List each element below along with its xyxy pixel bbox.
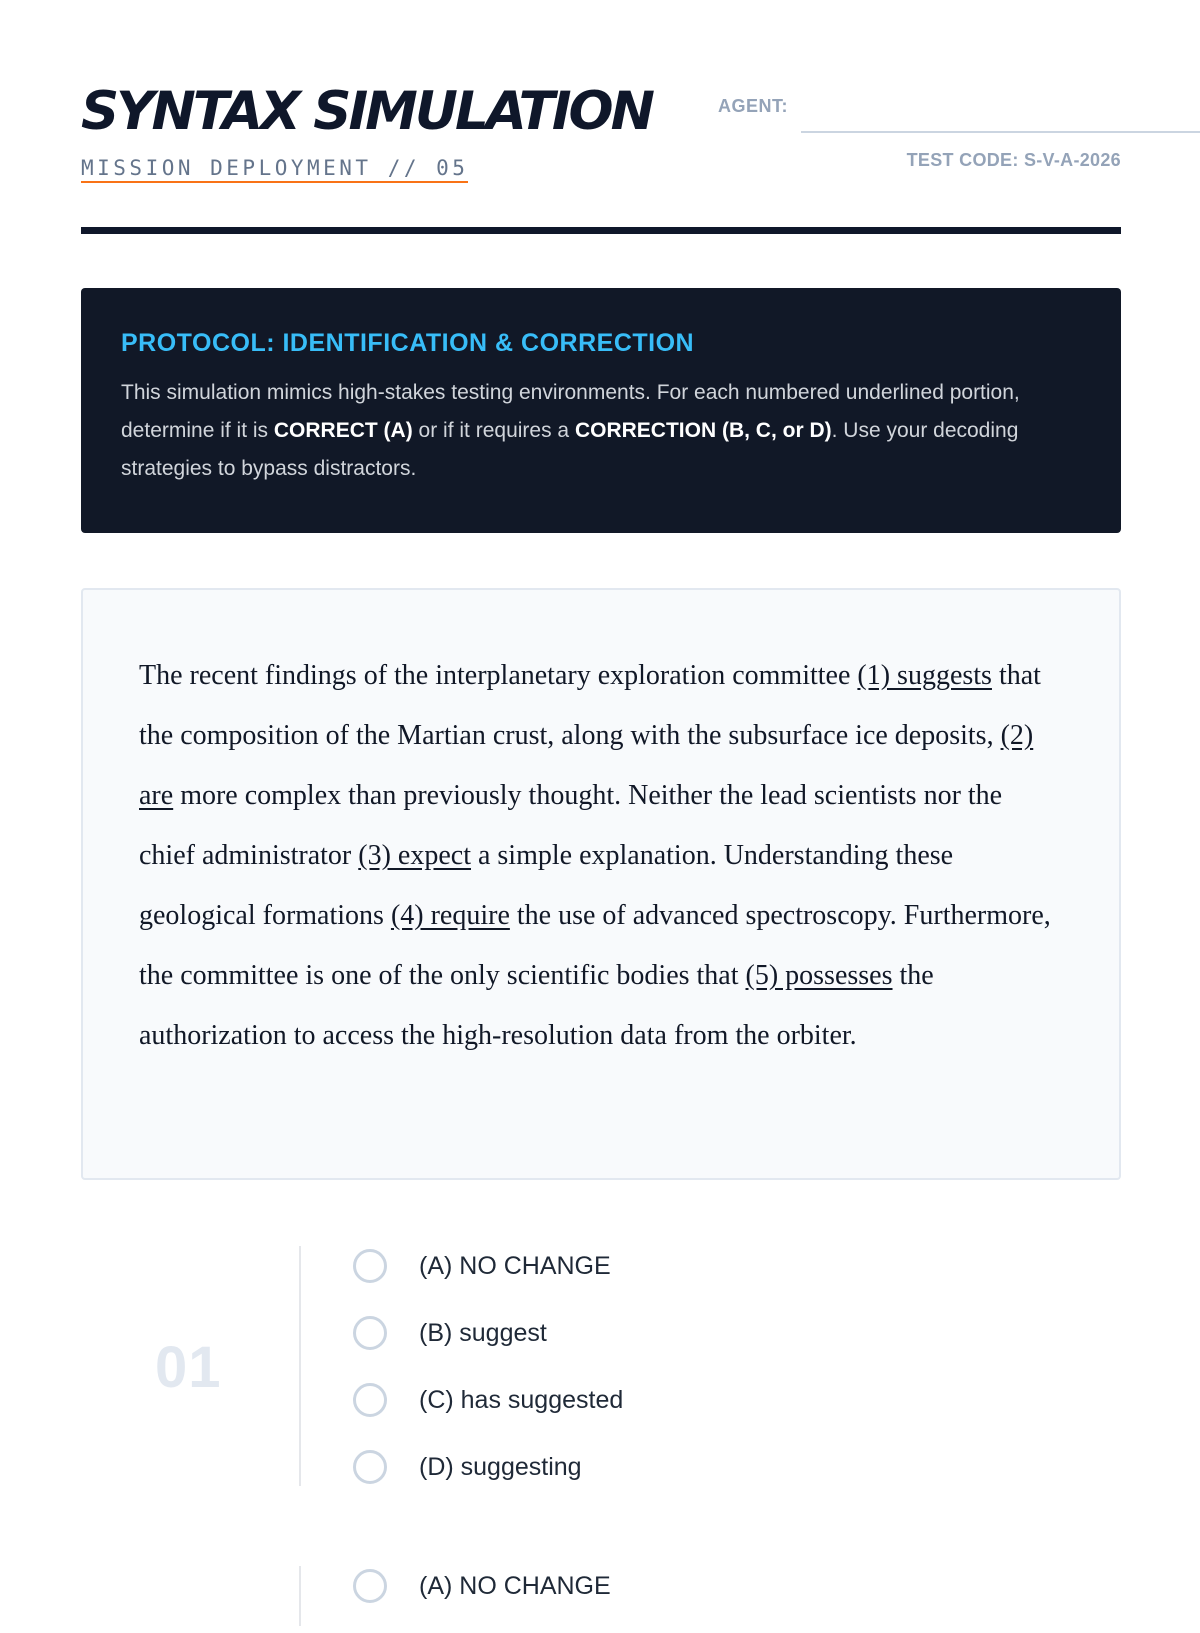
passage-segment: The recent findings of the interplanetary exploration committee bbox=[139, 660, 858, 691]
header-divider bbox=[81, 227, 1121, 234]
option-c[interactable] bbox=[353, 1380, 623, 1420]
option-b[interactable] bbox=[353, 1313, 623, 1353]
option-label: (A) NO CHANGE bbox=[419, 1251, 611, 1280]
protocol-text: or if it requires a bbox=[412, 419, 575, 442]
radio-button[interactable] bbox=[353, 1249, 387, 1283]
question-block-2 bbox=[81, 1566, 1121, 1626]
option-d[interactable] bbox=[353, 1447, 623, 1487]
question-block-1 bbox=[81, 1246, 1121, 1486]
radio-button[interactable] bbox=[353, 1383, 387, 1417]
protocol-emphasis-correct: CORRECT (A) bbox=[273, 419, 413, 442]
header bbox=[81, 0, 1121, 234]
protocol-text: . Use your decoding strategies to bypass distractors. bbox=[121, 419, 1019, 480]
radio-button[interactable] bbox=[353, 1450, 387, 1484]
worksheet-page bbox=[81, 0, 1121, 1600]
protocol-text: This simulation mimics high-stakes testing environments. For each numbered underlined portion, determine if it is bbox=[121, 381, 1020, 442]
underlined-portion-2: (2) are bbox=[139, 720, 1034, 811]
underlined-portion-4: (4) require bbox=[390, 900, 510, 931]
option-label: (C) has suggested bbox=[419, 1385, 624, 1414]
protocol-emphasis-correction: CORRECTION (B, C, or D) bbox=[574, 419, 832, 442]
protocol-heading: PROTOCOL: IDENTIFICATION & CORRECTION bbox=[121, 329, 695, 357]
underlined-portion-1: (1) suggests bbox=[857, 660, 992, 691]
passage-segment: that the composition of the Martian crust, along with the subsurface ice deposits, bbox=[139, 660, 1041, 751]
underlined-portion-5: (5) possesses bbox=[745, 960, 893, 991]
question-divider bbox=[299, 1566, 301, 1626]
reading-passage bbox=[81, 588, 1121, 1180]
passage-segment: the authorization to access the high-resolution data from the orbiter. bbox=[139, 960, 934, 1051]
radio-button[interactable] bbox=[353, 1569, 387, 1603]
option-a[interactable] bbox=[353, 1246, 623, 1286]
passage-segment: the use of advanced spectroscopy. Furthermore, the committee is one of the only scientific bodies that bbox=[139, 900, 1051, 991]
option-label: (A) NO CHANGE bbox=[419, 1571, 611, 1600]
protocol-box bbox=[81, 288, 1121, 533]
mission-subtitle: MISSION DEPLOYMENT // 05 bbox=[81, 155, 468, 183]
agent-name-field[interactable] bbox=[801, 131, 1200, 133]
passage-segment: more complex than previously thought. Neither the lead scientists nor the chief administrator bbox=[139, 780, 1003, 871]
option-label: (B) suggest bbox=[419, 1318, 547, 1347]
passage-segment: a simple explanation. Understanding these geological formations bbox=[139, 840, 954, 931]
agent-label: AGENT: bbox=[718, 96, 788, 116]
question-number: 01 bbox=[155, 1335, 222, 1400]
option-label: (D) suggesting bbox=[419, 1452, 582, 1481]
question-divider bbox=[299, 1246, 301, 1486]
answer-options bbox=[353, 1246, 623, 1514]
protocol-instructions bbox=[121, 374, 1081, 488]
underlined-portion-3: (3) expect bbox=[358, 840, 471, 871]
test-code: TEST CODE: S-V-A-2026 bbox=[906, 150, 1121, 170]
radio-button[interactable] bbox=[353, 1316, 387, 1350]
page-title: SYNTAX SIMULATION bbox=[81, 81, 652, 142]
option-a[interactable] bbox=[353, 1566, 611, 1606]
passage-text bbox=[139, 646, 1063, 1066]
